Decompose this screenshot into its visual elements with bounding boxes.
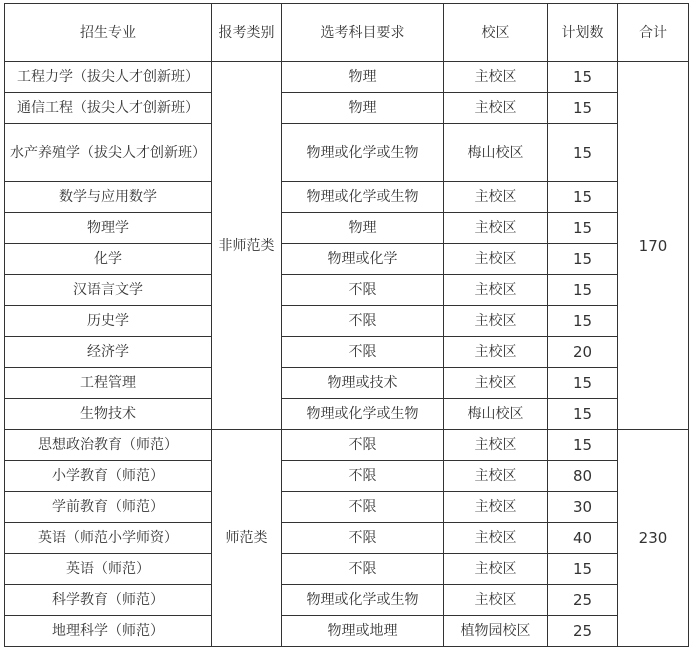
major-cell: 生物技术 [5, 399, 212, 430]
campus-cell: 主校区 [444, 554, 548, 585]
enrollment-plan-table [4, 3, 689, 647]
campus-cell: 主校区 [444, 523, 548, 554]
campus-cell: 主校区 [444, 275, 548, 306]
major-cell: 历史学 [5, 306, 212, 337]
major-cell: 学前教育（师范） [5, 492, 212, 523]
plan-cell: 15 [548, 93, 618, 124]
plan-cell: 15 [548, 244, 618, 275]
campus-cell: 主校区 [444, 62, 548, 93]
major-cell: 英语（师范） [5, 554, 212, 585]
campus-cell: 主校区 [444, 461, 548, 492]
header-major: 招生专业 [5, 4, 212, 62]
subjects-cell: 物理 [282, 93, 444, 124]
header-subjects: 选考科目要求 [282, 4, 444, 62]
subjects-cell: 物理或化学或生物 [282, 585, 444, 616]
major-cell: 经济学 [5, 337, 212, 368]
plan-cell: 30 [548, 492, 618, 523]
table-row [5, 124, 689, 182]
table-row [5, 337, 689, 368]
subjects-cell: 不限 [282, 492, 444, 523]
campus-cell: 主校区 [444, 492, 548, 523]
subjects-cell: 不限 [282, 430, 444, 461]
table-row [5, 616, 689, 647]
table-row [5, 461, 689, 492]
major-cell: 科学教育（师范） [5, 585, 212, 616]
plan-cell: 25 [548, 616, 618, 647]
subjects-cell: 不限 [282, 275, 444, 306]
subjects-cell: 不限 [282, 461, 444, 492]
plan-cell: 15 [548, 124, 618, 182]
header-total: 合计 [618, 4, 689, 62]
table-row [5, 93, 689, 124]
header-row [5, 4, 689, 62]
subjects-cell: 物理 [282, 62, 444, 93]
major-cell: 数学与应用数学 [5, 182, 212, 213]
plan-cell: 80 [548, 461, 618, 492]
major-cell: 工程管理 [5, 368, 212, 399]
plan-cell: 15 [548, 399, 618, 430]
table-row [5, 399, 689, 430]
plan-cell: 15 [548, 306, 618, 337]
table-row [5, 213, 689, 244]
table-row [5, 492, 689, 523]
table-row [5, 306, 689, 337]
subjects-cell: 不限 [282, 554, 444, 585]
plan-cell: 25 [548, 585, 618, 616]
header-plan: 计划数 [548, 4, 618, 62]
subjects-cell: 物理或化学或生物 [282, 399, 444, 430]
plan-cell: 15 [548, 368, 618, 399]
major-cell: 化学 [5, 244, 212, 275]
campus-cell: 主校区 [444, 430, 548, 461]
major-cell: 水产养殖学（拔尖人才创新班） [5, 124, 212, 182]
category-cell: 非师范类 [212, 62, 282, 430]
subjects-cell: 不限 [282, 523, 444, 554]
campus-cell: 主校区 [444, 585, 548, 616]
table-row [5, 182, 689, 213]
campus-cell: 主校区 [444, 244, 548, 275]
table-row [5, 275, 689, 306]
plan-cell: 20 [548, 337, 618, 368]
plan-cell: 15 [548, 213, 618, 244]
subjects-cell: 物理或化学 [282, 244, 444, 275]
campus-cell: 主校区 [444, 213, 548, 244]
plan-cell: 40 [548, 523, 618, 554]
subjects-cell: 物理或化学或生物 [282, 124, 444, 182]
plan-cell: 15 [548, 62, 618, 93]
subjects-cell: 物理或化学或生物 [282, 182, 444, 213]
subjects-cell: 物理或技术 [282, 368, 444, 399]
subjects-cell: 不限 [282, 337, 444, 368]
table-row [5, 585, 689, 616]
major-cell: 思想政治教育（师范） [5, 430, 212, 461]
major-cell: 工程力学（拔尖人才创新班） [5, 62, 212, 93]
table-row [5, 523, 689, 554]
campus-cell: 梅山校区 [444, 124, 548, 182]
campus-cell: 梅山校区 [444, 399, 548, 430]
category-cell: 师范类 [212, 430, 282, 647]
campus-cell: 主校区 [444, 337, 548, 368]
subjects-cell: 不限 [282, 306, 444, 337]
table-row [5, 554, 689, 585]
header-category: 报考类别 [212, 4, 282, 62]
plan-cell: 15 [548, 182, 618, 213]
table-row [5, 368, 689, 399]
major-cell: 英语（师范小学师资） [5, 523, 212, 554]
subjects-cell: 物理或地理 [282, 616, 444, 647]
total-cell: 230 [618, 430, 689, 647]
plan-cell: 15 [548, 275, 618, 306]
table-row [5, 62, 689, 93]
table-row [5, 430, 689, 461]
campus-cell: 主校区 [444, 182, 548, 213]
campus-cell: 主校区 [444, 368, 548, 399]
plan-cell: 15 [548, 430, 618, 461]
major-cell: 通信工程（拔尖人才创新班） [5, 93, 212, 124]
campus-cell: 主校区 [444, 93, 548, 124]
header-campus: 校区 [444, 4, 548, 62]
major-cell: 物理学 [5, 213, 212, 244]
table-row [5, 244, 689, 275]
plan-cell: 15 [548, 554, 618, 585]
major-cell: 小学教育（师范） [5, 461, 212, 492]
major-cell: 汉语言文学 [5, 275, 212, 306]
campus-cell: 植物园校区 [444, 616, 548, 647]
major-cell: 地理科学（师范） [5, 616, 212, 647]
total-cell: 170 [618, 62, 689, 430]
subjects-cell: 物理 [282, 213, 444, 244]
campus-cell: 主校区 [444, 306, 548, 337]
